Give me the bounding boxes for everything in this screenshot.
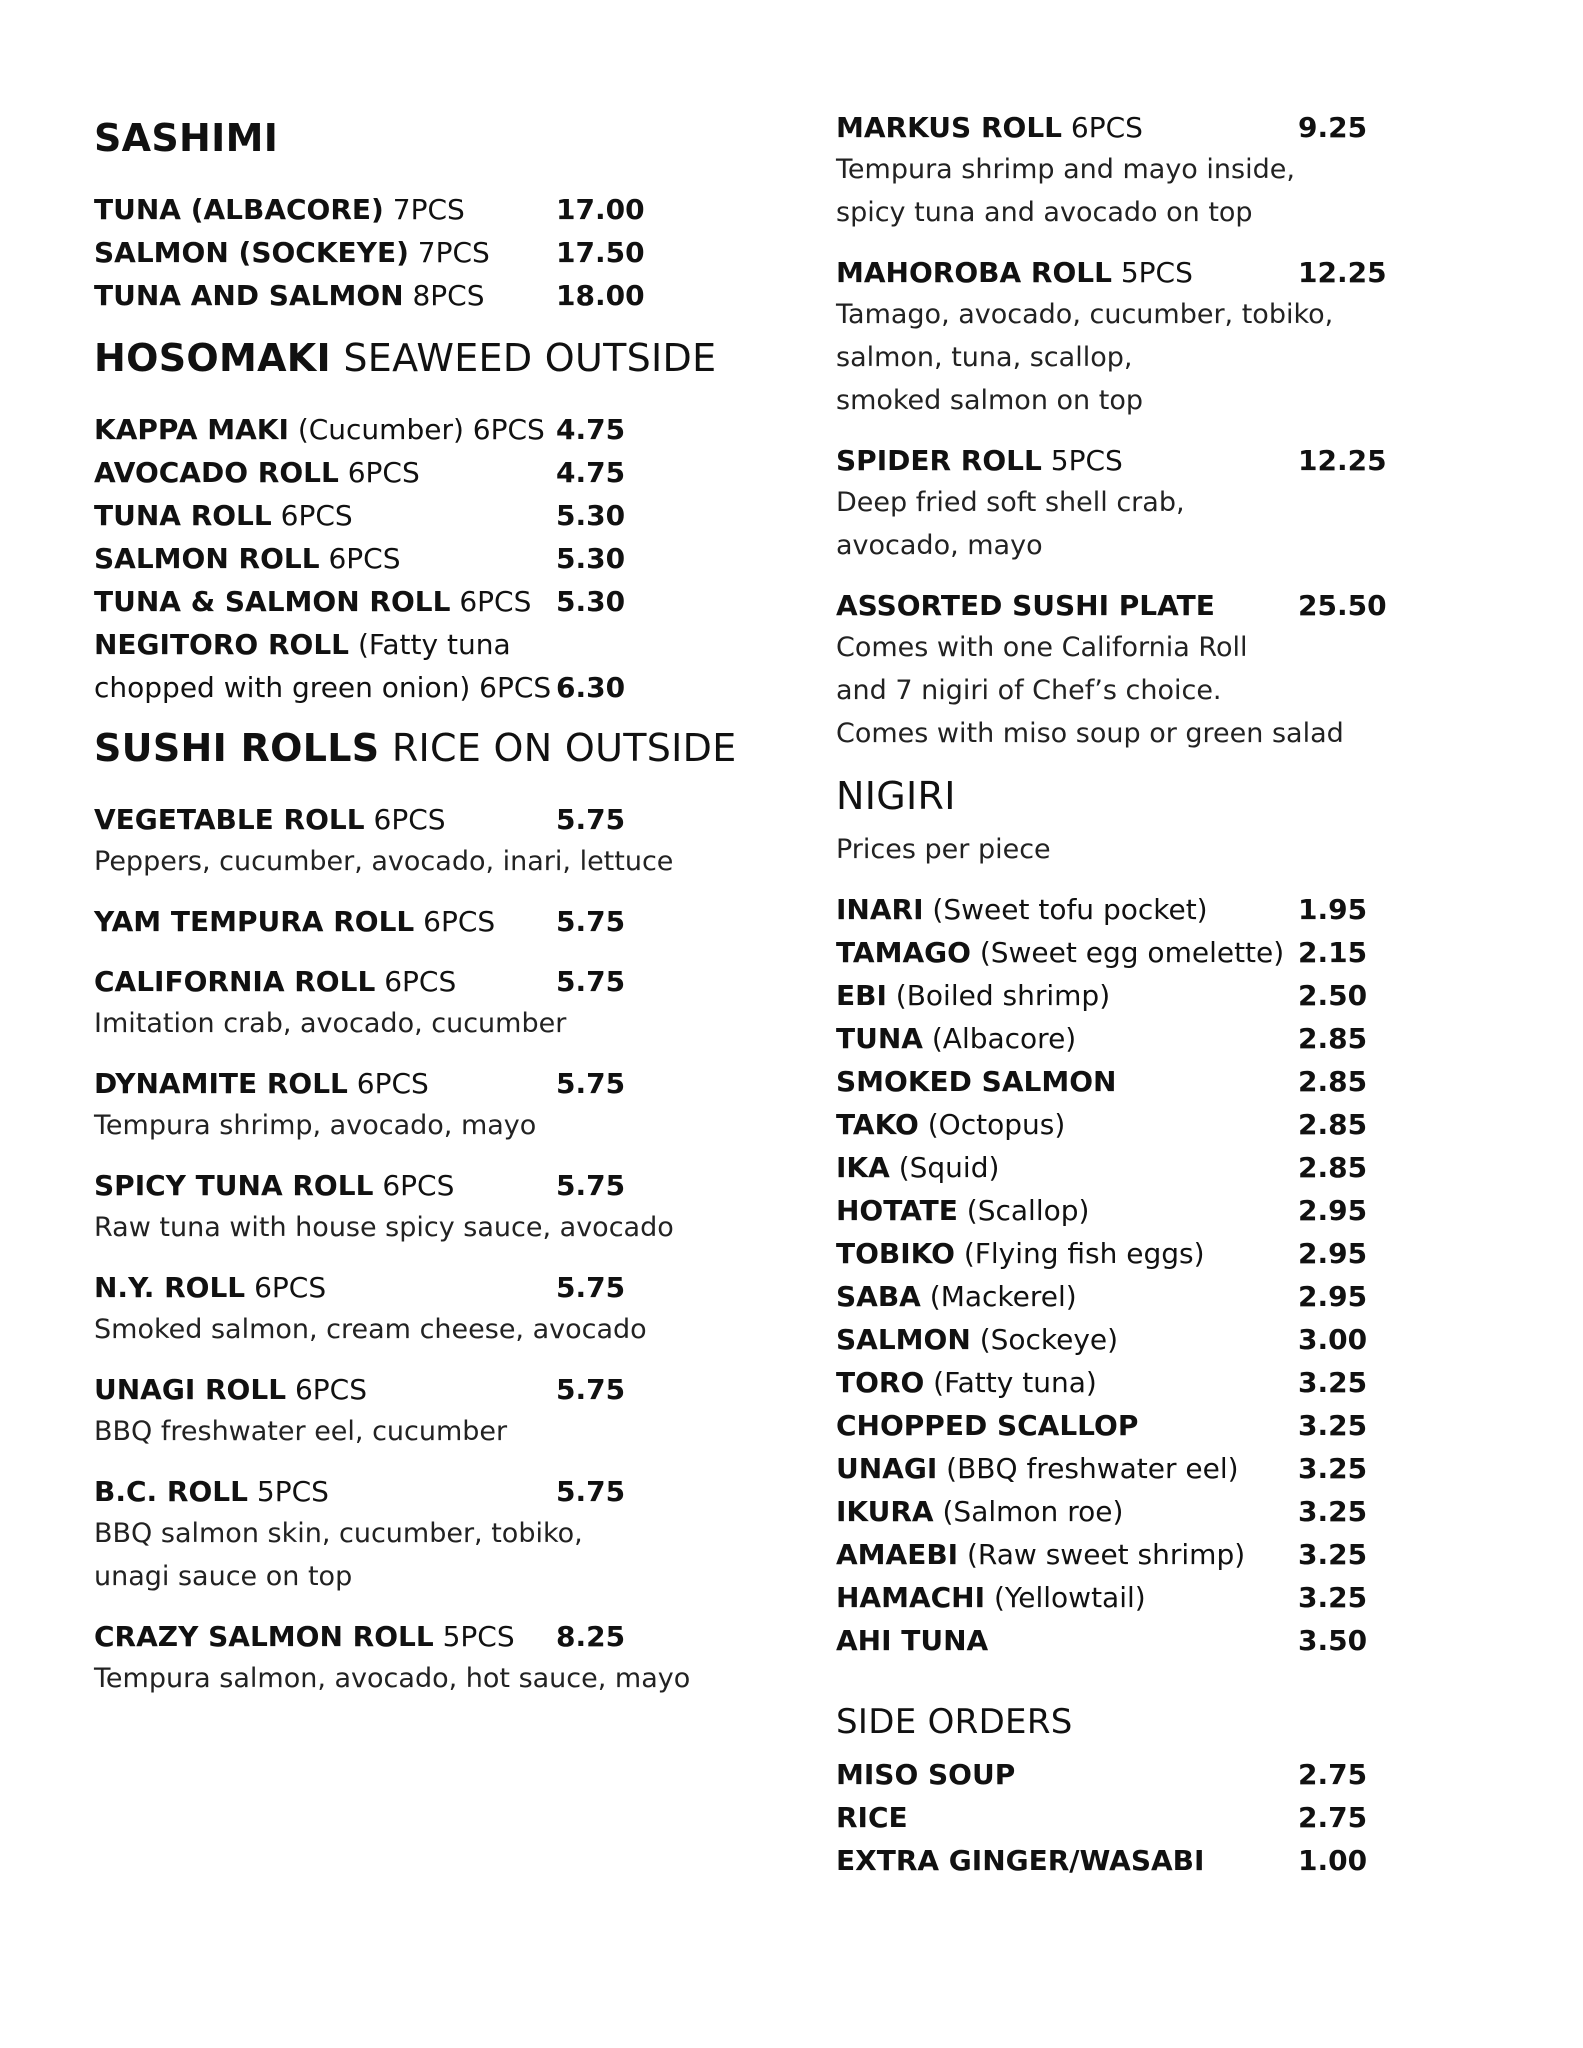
specialty-roll-item: MARKUS ROLL 6PCS 9.25	[836, 111, 1368, 144]
sashimi-title: SASHIMI	[94, 116, 279, 160]
roll-description: Tempura shrimp and mayo inside,	[836, 154, 1295, 185]
roll-item: CALIFORNIA ROLL 6PCS 5.75	[94, 965, 626, 998]
hosomaki-item: TUNA & SALMON ROLL 6PCS 5.30	[94, 585, 626, 618]
nigiri-item: CHOPPED SCALLOP 3.25	[836, 1409, 1368, 1442]
roll-description: Comes with one California Roll	[836, 632, 1248, 663]
hosomaki-item: SALMON ROLL 6PCS 5.30	[94, 542, 626, 575]
hosomaki-item: KAPPA MAKI (Cucumber) 6PCS 4.75	[94, 413, 626, 446]
roll-item: UNAGI ROLL 6PCS 5.75	[94, 1373, 626, 1406]
sushi-rolls-title: SUSHI ROLLS RICE ON OUTSIDE	[94, 726, 737, 770]
nigiri-item: IKURA (Salmon roe) 3.25	[836, 1495, 1368, 1528]
nigiri-item: AHI TUNA 3.50	[836, 1624, 1368, 1657]
nigiri-title: NIGIRI	[836, 774, 956, 818]
nigiri-item: TAMAGO (Sweet egg omelette) 2.15	[836, 936, 1368, 969]
roll-description: BBQ salmon skin, cucumber, tobiko,	[94, 1518, 583, 1549]
roll-description: Deep fried soft shell crab,	[836, 487, 1185, 518]
roll-description: Peppers, cucumber, avocado, inari, lettuce	[94, 846, 674, 877]
roll-description: Tempura shrimp, avocado, mayo	[94, 1110, 537, 1141]
roll-description: spicy tuna and avocado on top	[836, 197, 1253, 228]
nigiri-subtitle: Prices per piece	[836, 834, 1051, 865]
roll-description: Tamago, avocado, cucumber, tobiko,	[836, 299, 1334, 330]
roll-description: Raw tuna with house spicy sauce, avocado	[94, 1212, 674, 1243]
specialty-roll-item: SPIDER ROLL 5PCS 12.25	[836, 444, 1387, 477]
nigiri-item: SABA (Mackerel) 2.95	[836, 1280, 1368, 1313]
nigiri-item: INARI (Sweet tofu pocket) 1.95	[836, 893, 1368, 926]
nigiri-item: HOTATE (Scallop) 2.95	[836, 1194, 1368, 1227]
nigiri-item: EBI (Boiled shrimp) 2.50	[836, 979, 1368, 1012]
nigiri-item: IKA (Squid) 2.85	[836, 1151, 1368, 1184]
specialty-roll-item: MAHOROBA ROLL 5PCS 12.25	[836, 256, 1387, 289]
roll-description: Tempura salmon, avocado, hot sauce, mayo	[94, 1663, 691, 1694]
roll-item: CRAZY SALMON ROLL 5PCS 8.25	[94, 1620, 626, 1653]
roll-description: BBQ freshwater eel, cucumber	[94, 1416, 508, 1447]
sashimi-item: SALMON (SOCKEYE) 7PCS 17.50	[94, 236, 645, 269]
hosomaki-item-continued: chopped with green onion) 6PCS 6.30	[94, 671, 626, 704]
roll-item: SPICY TUNA ROLL 6PCS 5.75	[94, 1169, 626, 1202]
roll-description: Smoked salmon, cream cheese, avocado	[94, 1314, 647, 1345]
hosomaki-item: TUNA ROLL 6PCS 5.30	[94, 499, 626, 532]
hosomaki-title: HOSOMAKI SEAWEED OUTSIDE	[94, 336, 717, 380]
roll-description: smoked salmon on top	[836, 385, 1143, 416]
side-order-item: MISO SOUP 2.75	[836, 1758, 1368, 1791]
sashimi-item: TUNA (ALBACORE) 7PCS 17.00	[94, 193, 645, 226]
nigiri-item: AMAEBI (Raw sweet shrimp) 3.25	[836, 1538, 1368, 1571]
roll-description: avocado, mayo	[836, 530, 1043, 561]
hosomaki-item: AVOCADO ROLL 6PCS 4.75	[94, 456, 626, 489]
nigiri-item: TORO (Fatty tuna) 3.25	[836, 1366, 1368, 1399]
roll-item: YAM TEMPURA ROLL 6PCS 5.75	[94, 905, 626, 938]
roll-description: Imitation crab, avocado, cucumber	[94, 1008, 567, 1039]
side-order-item: EXTRA GINGER/WASABI 1.00	[836, 1844, 1368, 1877]
nigiri-item: TOBIKO (Flying fish eggs) 2.95	[836, 1237, 1368, 1270]
nigiri-item: SALMON (Sockeye) 3.00	[836, 1323, 1368, 1356]
nigiri-item: TUNA (Albacore) 2.85	[836, 1022, 1368, 1055]
roll-description: salmon, tuna, scallop,	[836, 342, 1133, 373]
roll-item: VEGETABLE ROLL 6PCS 5.75	[94, 803, 626, 836]
nigiri-item: TAKO (Octopus) 2.85	[836, 1108, 1368, 1141]
sashimi-item: TUNA AND SALMON 8PCS 18.00	[94, 279, 645, 312]
specialty-roll-item: ASSORTED SUSHI PLATE 25.50	[836, 589, 1387, 622]
nigiri-item: SMOKED SALMON 2.85	[836, 1065, 1368, 1098]
roll-description: unagi sauce on top	[94, 1561, 353, 1592]
roll-description: Comes with miso soup or green salad	[836, 718, 1344, 749]
side-orders-title: SIDE ORDERS	[836, 1702, 1073, 1742]
nigiri-item: UNAGI (BBQ freshwater eel) 3.25	[836, 1452, 1368, 1485]
roll-item: DYNAMITE ROLL 6PCS 5.75	[94, 1067, 626, 1100]
side-order-item: RICE 2.75	[836, 1801, 1368, 1834]
nigiri-item: HAMACHI (Yellowtail) 3.25	[836, 1581, 1368, 1614]
roll-item: N.Y. ROLL 6PCS 5.75	[94, 1271, 626, 1304]
hosomaki-item: NEGITORO ROLL (Fatty tuna	[94, 628, 511, 661]
roll-item: B.C. ROLL 5PCS 5.75	[94, 1475, 626, 1508]
roll-description: and 7 nigiri of Chef’s choice.	[836, 675, 1222, 706]
